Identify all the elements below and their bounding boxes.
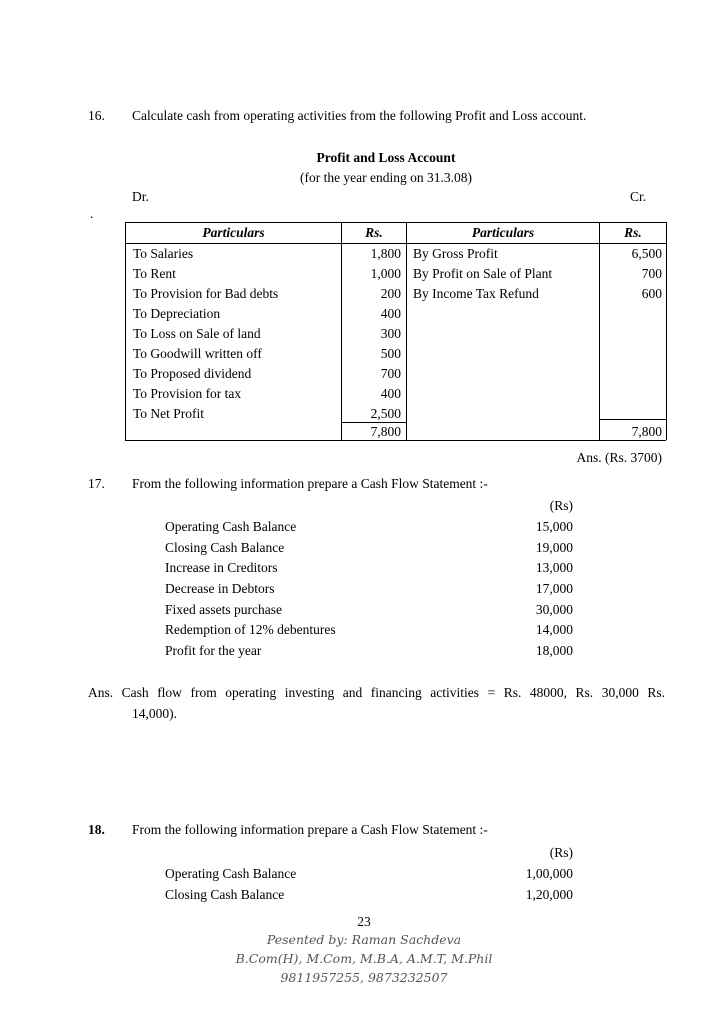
account-subtitle: (for the year ending on 31.3.08) — [299, 170, 473, 185]
debit-row-amount: 1,000 — [370, 266, 401, 281]
q17-question: From the following information prepare a Cash Flow Statement :- — [132, 476, 488, 491]
presenter-phone: 9811957255, 9873232507 — [280, 970, 448, 985]
header-particulars-right: Particulars — [471, 225, 535, 240]
credit-row-amount: 600 — [641, 286, 662, 301]
presenter-qualifications: B.Com(H), M.Com, M.B.A, A.M.T, M.Phil — [235, 951, 493, 966]
q17-item-label: Profit for the year — [165, 643, 262, 658]
header-particulars-left: Particulars — [202, 225, 265, 240]
table-bottom-border — [125, 440, 666, 441]
debit-row-amount: 400 — [380, 306, 401, 321]
credit-row-amount: 700 — [641, 266, 662, 281]
debit-row-label: To Provision for tax — [133, 386, 242, 401]
debit-row-label: To Provision for Bad debts — [133, 286, 279, 301]
q17-unit: (Rs) — [549, 498, 573, 513]
credit-row-label: By Profit on Sale of Plant — [413, 266, 553, 281]
q17-item-label: Redemption of 12% debentures — [165, 622, 336, 637]
q18-item-amount: 1,00,000 — [525, 866, 573, 881]
header-rs-right: Rs. — [624, 225, 642, 240]
q17-answer-line2: 14,000). — [132, 706, 177, 721]
total-left: 7,800 — [370, 424, 401, 439]
dr-label: Dr. — [132, 189, 149, 204]
debit-row-amount: 1,800 — [370, 246, 401, 261]
q18-unit: (Rs) — [549, 845, 573, 860]
debit-row-label: To Net Profit — [133, 406, 205, 421]
total-right: 7,800 — [631, 424, 662, 439]
credit-row-label: By Gross Profit — [413, 246, 498, 261]
q16-number: 16. — [88, 108, 105, 123]
q17-item-label: Fixed assets purchase — [165, 602, 282, 617]
stray-dot: . — [90, 206, 94, 221]
q17-item-amount: 17,000 — [535, 581, 573, 596]
q18-question: From the following information prepare a Cash Flow Statement :- — [132, 822, 488, 837]
q18-number: 18. — [88, 822, 105, 837]
debit-row-amount: 300 — [380, 326, 401, 341]
q17-item-amount: 15,000 — [535, 519, 573, 534]
q17-item-label: Operating Cash Balance — [165, 519, 297, 534]
table-right-border — [666, 222, 667, 440]
table-header-border — [125, 243, 666, 244]
q17-item-amount: 30,000 — [535, 602, 573, 617]
presenter-name: Pesented by: Raman Sachdeva — [266, 932, 462, 947]
subtotal-line-right — [599, 419, 666, 420]
credit-row-amount: 6,500 — [631, 246, 662, 261]
q17-item-label: Increase in Creditors — [165, 560, 278, 575]
subtotal-line-left — [341, 422, 406, 423]
q17-item-amount: 19,000 — [535, 540, 573, 555]
credit-row-label: By Income Tax Refund — [413, 286, 539, 301]
debit-row-amount: 400 — [380, 386, 401, 401]
account-title: Profit and Loss Account — [316, 150, 456, 165]
debit-row-label: To Proposed dividend — [133, 366, 252, 381]
q18-item-label: Closing Cash Balance — [165, 887, 285, 902]
debit-row-label: To Rent — [133, 266, 176, 281]
table-divider-2 — [406, 222, 407, 440]
debit-row-label: To Goodwill written off — [133, 346, 262, 361]
q17-item-amount: 13,000 — [535, 560, 573, 575]
debit-row-label: To Salaries — [133, 246, 194, 261]
q18-item-label: Operating Cash Balance — [165, 866, 297, 881]
q16-question: Calculate cash from operating activities from the following Profit and Loss account. — [132, 108, 587, 123]
q18-item-amount: 1,20,000 — [525, 887, 573, 902]
header-rs-left: Rs. — [365, 225, 383, 240]
q17-item-amount: 14,000 — [535, 622, 573, 637]
table-left-border — [125, 222, 126, 440]
q16-answer: Ans. (Rs. 3700) — [576, 450, 662, 465]
cr-label: Cr. — [630, 189, 647, 204]
table-top-border — [125, 222, 666, 223]
debit-row-label: To Loss on Sale of land — [133, 326, 261, 341]
debit-row-amount: 200 — [380, 286, 401, 301]
debit-row-label: To Depreciation — [133, 306, 221, 321]
page-number: 23 — [357, 914, 371, 929]
debit-row-amount: 2,500 — [370, 406, 401, 421]
q17-item-label: Closing Cash Balance — [165, 540, 285, 555]
q17-item-label: Decrease in Debtors — [165, 581, 275, 596]
debit-row-amount: 700 — [380, 366, 401, 381]
q17-number: 17. — [88, 476, 105, 491]
q17-answer-line1: Ans. Cash flow from operating investing and financing activities = Rs. 48000, Rs. 30,000 Rs. — [88, 685, 665, 700]
debit-row-amount: 500 — [380, 346, 401, 361]
q17-item-amount: 18,000 — [535, 643, 573, 658]
